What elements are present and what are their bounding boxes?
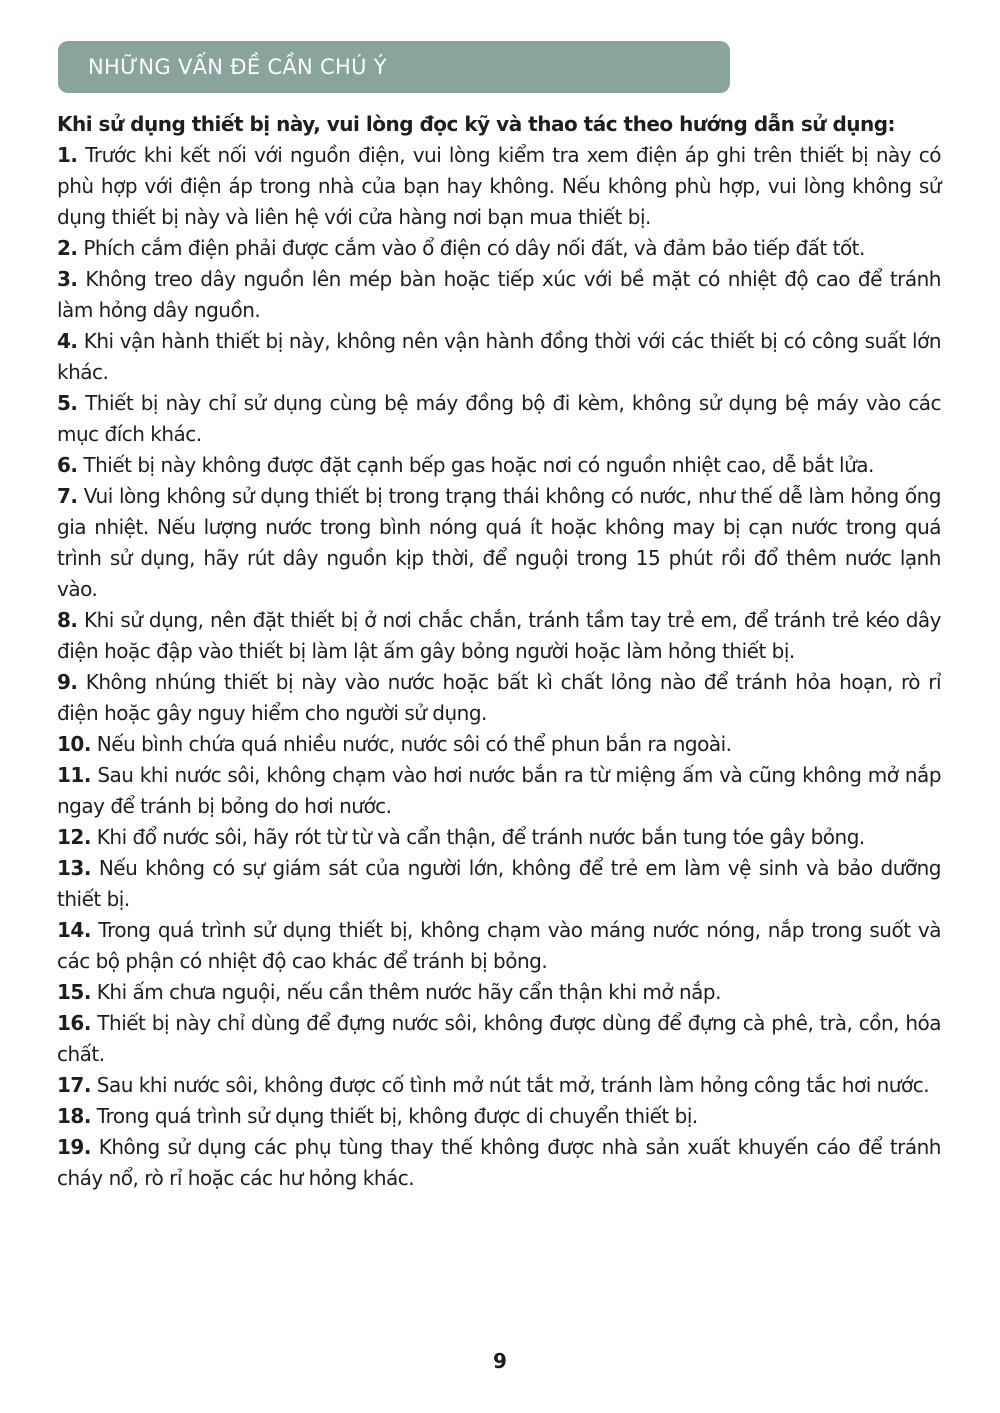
item-text: Thiết bị này chỉ sử dụng cùng bệ máy đồng bộ đi kèm, không sử dụng bệ máy vào các mục đích khác. — [57, 391, 941, 446]
list-item — [57, 481, 941, 605]
item-number: 7. — [57, 484, 78, 508]
list-item — [57, 605, 941, 667]
item-text: Trong quá trình sử dụng thiết bị, không được di chuyển thiết bị. — [96, 1104, 698, 1128]
item-text: Trong quá trình sử dụng thiết bị, không chạm vào máng nước nóng, nắp trong suốt và các bộ phận có nhiệt độ cao khác để tránh bị bỏng. — [57, 918, 941, 973]
list-item — [57, 264, 941, 326]
precautions-list — [57, 140, 941, 1194]
item-text: Phích cắm điện phải được cắm vào ổ điện có dây nối đất, và đảm bảo tiếp đất tốt. — [83, 236, 865, 260]
item-text: Thiết bị này chỉ dùng để đựng nước sôi, không được dùng để đựng cà phê, trà, cồn, hóa chất. — [57, 1011, 942, 1066]
item-number: 1. — [57, 143, 78, 167]
list-item — [57, 140, 941, 233]
item-text: Sau khi nước sôi, không chạm vào hơi nước bắn ra từ miệng ấm và cũng không mở nắp ngay để tránh bị bỏng do hơi nước. — [57, 763, 942, 818]
item-number: 15. — [57, 980, 91, 1004]
item-text: Khi đổ nước sôi, hãy rót từ từ và cẩn thận, để tránh nước bắn tung tóe gây bỏng. — [96, 825, 865, 849]
item-number: 16. — [57, 1011, 91, 1035]
item-number: 17. — [57, 1073, 91, 1097]
item-text: Sau khi nước sôi, không được cố tình mở nút tắt mở, tránh làm hỏng công tắc hơi nước. — [96, 1073, 930, 1097]
list-item — [57, 822, 941, 853]
list-item — [57, 388, 941, 450]
item-text: Không treo dây nguồn lên mép bàn hoặc tiếp xúc với bề mặt có nhiệt độ cao để tránh làm hỏng dây nguồn. — [57, 267, 941, 322]
list-item — [57, 326, 941, 388]
item-number: 18. — [57, 1104, 91, 1128]
item-text: Nếu không có sự giám sát của người lớn, không để trẻ em làm vệ sinh và bảo dưỡng thiết bị. — [57, 856, 941, 911]
list-item — [57, 853, 941, 915]
item-number: 9. — [57, 670, 78, 694]
item-text: Nếu bình chứa quá nhiều nước, nước sôi có thể phun bắn ra ngoài. — [96, 732, 732, 756]
list-item — [57, 667, 941, 729]
list-item — [57, 1101, 941, 1132]
item-number: 11. — [57, 763, 91, 787]
item-text: Khi sử dụng, nên đặt thiết bị ở nơi chắc chắn, tránh tầm tay trẻ em, để tránh trẻ kéo dây điện hoặc đập vào thiết bị làm lật ấm gây bỏng người hoặc làm hỏng thiết bị. — [57, 608, 942, 663]
item-number: 2. — [57, 236, 78, 260]
item-number: 4. — [57, 329, 78, 353]
main-content — [57, 109, 941, 1194]
section-header-banner — [58, 41, 730, 93]
item-text: Thiết bị này không được đặt cạnh bếp gas hoặc nơi có nguồn nhiệt cao, dễ bắt lửa. — [83, 453, 874, 477]
item-number: 13. — [57, 856, 91, 880]
list-item — [57, 450, 941, 481]
item-number: 19. — [57, 1135, 91, 1159]
list-item — [57, 977, 941, 1008]
item-text: Trước khi kết nối với nguồn điện, vui lòng kiểm tra xem điện áp ghi trên thiết bị này có phù hợp với điện áp trong nhà của bạn hay không. Nếu không phù hợp, vui lòng không sử dụng thiết bị này và liên hệ với cửa hàng nơi bạn mua thiết bị. — [57, 143, 941, 229]
item-text: Vui lòng không sử dụng thiết bị trong trạng thái không có nước, như thế dễ làm hỏng ống gia nhiệt. Nếu lượng nước trong bình nóng quá ít hoặc không may bị cạn nước trong quá trình sử dụng, hãy rút dây nguồn kịp thời, để nguội trong 15 phút rồi đổ thêm nước lạnh vào. — [57, 484, 941, 601]
item-text: Không sử dụng các phụ tùng thay thế không được nhà sản xuất khuyến cáo để tránh cháy nổ, rò rỉ hoặc các hư hỏng khác. — [57, 1135, 941, 1190]
item-number: 10. — [57, 732, 91, 756]
item-number: 14. — [57, 918, 91, 942]
item-number: 8. — [57, 608, 78, 632]
section-title: NHỮNG VẤN ĐỀ CẦN CHÚ Ý — [88, 55, 387, 79]
item-number: 12. — [57, 825, 91, 849]
item-number: 5. — [57, 391, 78, 415]
item-text: Khi ấm chưa nguội, nếu cần thêm nước hãy cẩn thận khi mở nắp. — [96, 980, 721, 1004]
item-text: Khi vận hành thiết bị này, không nên vận hành đồng thời với các thiết bị có công suất lớn khác. — [57, 329, 942, 384]
list-item — [57, 729, 941, 760]
list-item — [57, 760, 941, 822]
item-number: 6. — [57, 453, 78, 477]
list-item — [57, 915, 941, 977]
list-item — [57, 233, 941, 264]
item-number: 3. — [57, 267, 78, 291]
list-item — [57, 1008, 941, 1070]
intro-text: Khi sử dụng thiết bị này, vui lòng đọc kỹ và thao tác theo hướng dẫn sử dụng: — [57, 112, 896, 136]
list-item — [57, 1132, 941, 1194]
list-item — [57, 1070, 941, 1101]
item-text: Không nhúng thiết bị này vào nước hoặc bất kì chất lỏng nào để tránh hỏa hoạn, rò rỉ điện hoặc gây nguy hiểm cho người sử dụng. — [57, 670, 941, 725]
page-number: 9 — [493, 1349, 507, 1373]
